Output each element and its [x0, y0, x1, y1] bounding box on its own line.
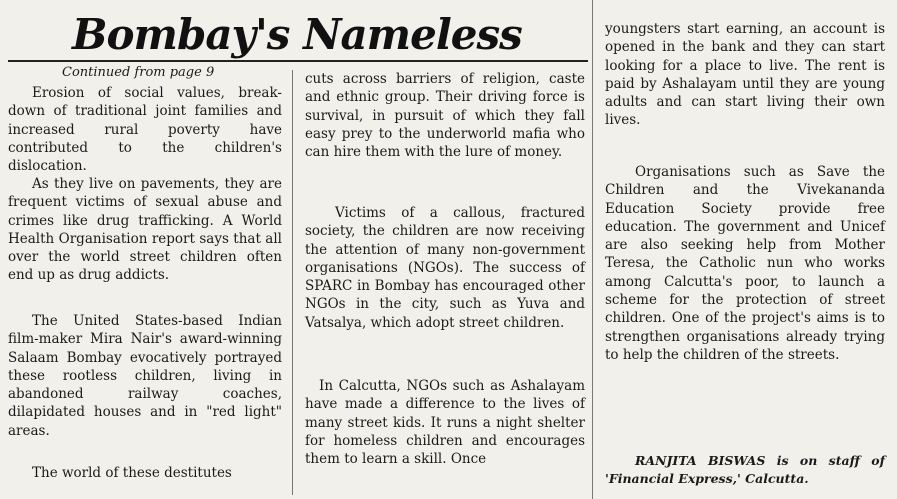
- article-paragraph: As they live on pavements, they are frequent victims of sexual abuse and crimes like drug trafficking. A World Health Organisation report says that all over the world street children often end up as drug addicts.: [8, 176, 282, 284]
- headline-rule: [8, 60, 588, 62]
- article-paragraph: Victims of a callous, fractured society, the children are now receiving the attention of many non-government organisations (NGOs). The success of SPARC in Bombay has encouraged other NGOs in the city, such as Yuva and Vatsalya, which adopt street children.: [305, 205, 585, 331]
- byline: [605, 452, 885, 488]
- column-rule: [292, 70, 293, 495]
- article-paragraph: youngsters start earning, an account is opened in the bank and they can start looking for a place to live. The rent is paid by Ashalayam until they are young adults and can start living their own lives.: [605, 21, 885, 129]
- article-paragraph: cuts across barriers of religion, caste and ethnic group. Their driving force is survival, in pursuit of which they fall easy prey to the underworld mafia who can hire them with the lure of money.: [305, 71, 585, 161]
- article-paragraph: Erosion of social values, break-down of traditional joint families and increased rural poverty have contributed to the children's dislocation.: [8, 85, 282, 175]
- continued-label: Continued from page 9: [62, 65, 215, 80]
- article-paragraph: The world of these destitutes: [32, 465, 232, 481]
- page-title: Bombay's Nameless: [72, 10, 522, 59]
- article-paragraph: In Calcutta, NGOs such as Ashalayam have made a difference to the lives of many street kids. It runs a night shelter for homeless children and encourages them to learn a skill. Once: [305, 378, 585, 468]
- article-paragraph: The United States-based Indian film-maker Mira Nair's award-winning Salaam Bombay evocatively portrayed these rootless children, living in abandoned railway coaches, dilapidated houses and in "red light" areas.: [8, 313, 282, 439]
- byline-text: is on staff of 'Financial Express,' Calcutta.: [605, 453, 885, 486]
- byline-name: RANJITA BISWAS: [635, 453, 766, 468]
- column-rule: [592, 0, 593, 499]
- article-paragraph: Organisations such as Save the Children and the Vivekananda Education Society provide free education. The government and Unicef are also seeking help from Mother Teresa, the Catholic nun who works among Calcutta's poor, to launch a scheme for the protection of street children. One of the project's aims is to strengthen organisations already trying to help the children of the streets.: [605, 164, 885, 363]
